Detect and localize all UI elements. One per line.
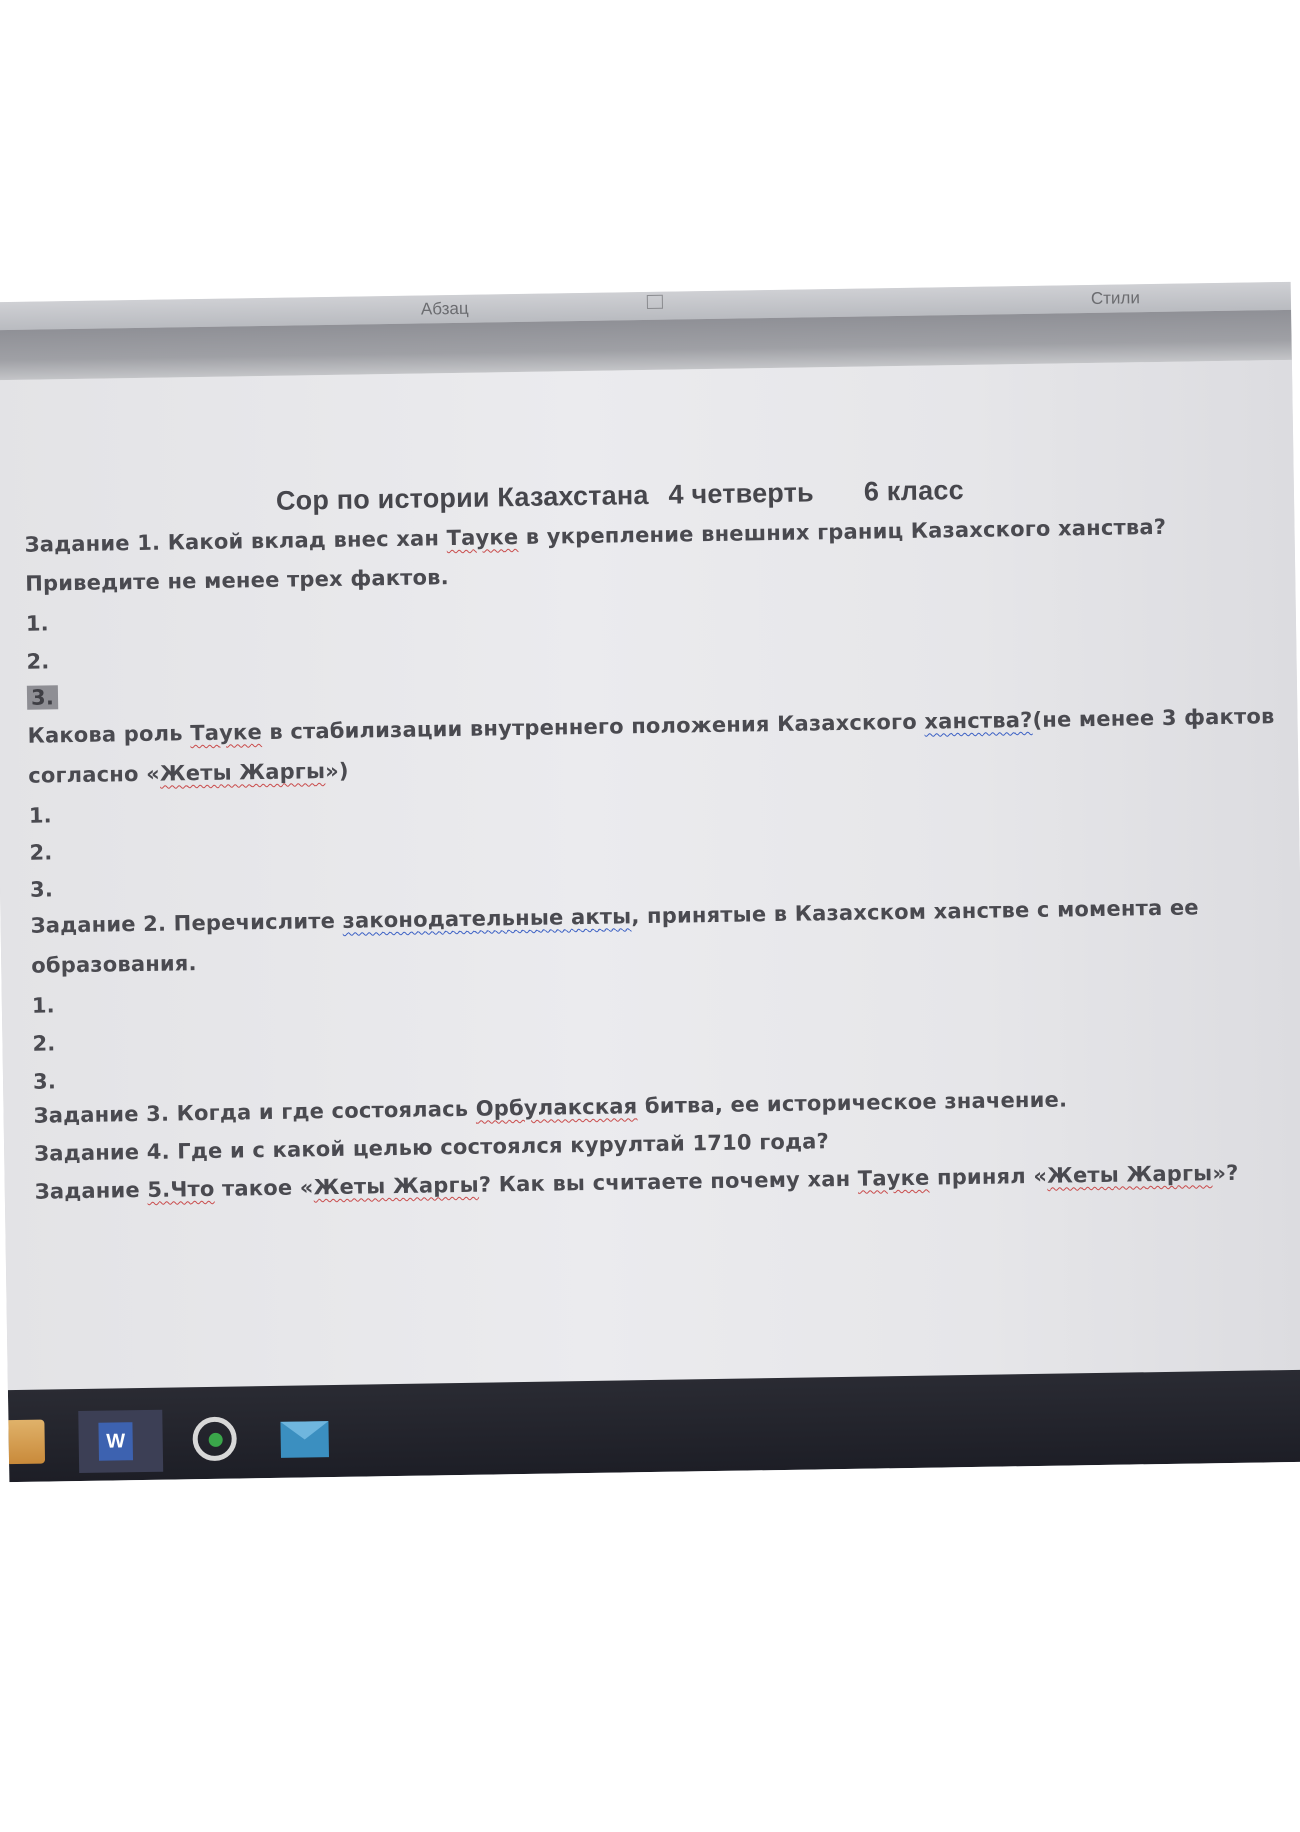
question2-line1 <box>27 704 1274 748</box>
q2-text-end: (не менее 3 фактов <box>1032 704 1275 732</box>
q2-grammar-flag: ханства? <box>924 707 1033 734</box>
task4-line: Задание 4. Где и с какой целью состоялся курултай 1710 года? <box>34 1129 830 1166</box>
question2-line2 <box>28 759 349 788</box>
mail-icon[interactable] <box>280 1421 329 1458</box>
task1-item-2: 2. <box>26 649 50 674</box>
q2-text-mid: в стабилизации внутреннего положения Казахского <box>261 709 925 745</box>
dialog-launcher-icon[interactable] <box>647 295 663 309</box>
selection-highlight: 3. <box>27 685 58 709</box>
q2-name-misspelled: Тауке <box>190 720 263 746</box>
title-grade: 6 класс <box>863 475 965 507</box>
task5-text-2: такое « <box>214 1175 314 1201</box>
document-title <box>276 475 984 517</box>
task1-line2: Приведите не менее трех фактов. <box>25 565 450 596</box>
task2-item-3: 3. <box>32 1069 57 1094</box>
question2-item-1: 1. <box>28 803 53 828</box>
q2-line2-text: согласно « <box>28 761 161 788</box>
task1-item-1: 1. <box>25 611 50 636</box>
task1-line1 <box>24 515 1166 557</box>
chrome-icon[interactable] <box>192 1417 237 1462</box>
question2-item-2: 2. <box>29 840 53 865</box>
task5-text-3: ? Как вы считаете почему хан <box>478 1166 859 1197</box>
task5-line <box>35 1161 1239 1204</box>
task3-text: Задание 3. Когда и где состоялась <box>33 1096 476 1128</box>
question2-item-3: 3. <box>29 877 54 902</box>
task5-flag-1: 5.Что <box>147 1176 215 1202</box>
task1-item-3 <box>27 685 58 709</box>
task5-text-end: »? <box>1212 1160 1239 1186</box>
word-taskbar-button[interactable] <box>78 1410 163 1473</box>
task1-text: Задание 1. Какой вклад внес хан <box>24 526 447 557</box>
task5-flag-3: Тауке <box>857 1165 930 1191</box>
task2-item-2: 2. <box>32 1031 56 1056</box>
title-quarter: 4 четверть <box>668 477 815 510</box>
document-page[interactable] <box>0 360 1300 1390</box>
task2-grammar-flag: законодательные акты <box>342 904 632 933</box>
task2-item-1: 1. <box>31 993 56 1018</box>
chrome-icon-center <box>209 1433 223 1447</box>
task5-flag-2: Жеты Жаргы <box>313 1172 480 1200</box>
task3-text-end: битва, ее историческое значение. <box>637 1087 1068 1119</box>
task1-text-end: в укрепление внешних границ Казахского ханства? <box>518 514 1167 550</box>
q2-text: Какова роль <box>27 721 191 748</box>
task2-line2: образования. <box>31 951 197 978</box>
store-icon[interactable] <box>0 1420 45 1465</box>
task3-misspelled: Орбулакская <box>475 1094 638 1121</box>
taskbar <box>8 1370 1300 1482</box>
task2-text-end: , принятые в Казахском ханстве с момента ее <box>631 895 1199 929</box>
task5-text-4: принял « <box>929 1163 1048 1190</box>
q2-line2-end: ») <box>324 758 349 784</box>
task2-line1 <box>30 895 1198 937</box>
task1-name-misspelled: Тауке <box>446 525 519 551</box>
title-subject: Сор по истории Казахстана <box>275 479 649 516</box>
word-icon: W <box>98 1422 133 1461</box>
ribbon-styles-label[interactable]: Стили <box>1090 288 1141 309</box>
photo-of-screen <box>0 282 1300 1482</box>
task2-text: Задание 2. Перечислите <box>30 908 343 938</box>
ribbon-paragraph-label[interactable]: Абзац <box>420 298 469 319</box>
task3-line <box>33 1087 1067 1127</box>
q2-line2-name: Жеты Жаргы <box>159 759 326 786</box>
task5-flag-4: Жеты Жаргы <box>1046 1161 1213 1188</box>
task5-text: Задание <box>34 1177 148 1204</box>
mail-icon-flap <box>280 1421 328 1440</box>
